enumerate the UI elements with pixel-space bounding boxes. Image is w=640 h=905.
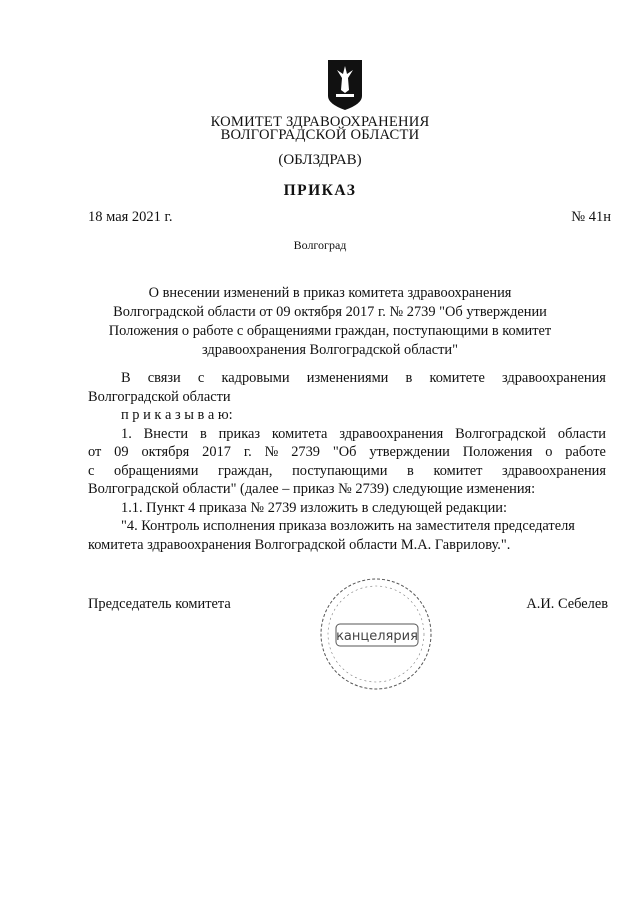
word: 2739 [291,444,320,460]
word: комитете [429,370,485,386]
word: в [407,463,414,479]
word: "Об [332,444,357,460]
word: 09 [114,444,129,460]
word: здравоохранения [339,426,444,442]
word: Положения [462,444,533,460]
stamp-text: канцелярия [336,629,418,644]
word: в [405,370,413,386]
word: работе [565,444,606,460]
word: от [88,444,102,460]
word: № [264,444,279,460]
intro-line-2: Волгоградской области [88,389,231,405]
document-subject [100,284,560,360]
word: В [121,370,131,386]
document-date: 18 мая 2021 г. [88,209,173,225]
org-name-line1: КОМИТЕТ ЗДРАВООХРАНЕНИЯ [210,114,430,130]
signatory-name: А.И. Себелев [526,596,608,612]
quote-line-2: комитета здравоохранения Волгоградской области М.А. Гаврилову.". [88,537,511,553]
word: утверждении [369,444,450,460]
word: связи [147,370,181,386]
intro-line-1 [121,370,606,387]
subject-line: О внесении изменений в приказ комитета здравоохранения [148,285,512,301]
org-name-line2: ВОЛГОГРАДСКОЙ ОБЛАСТИ [220,127,420,143]
word: г. [243,444,252,460]
subject-line: здравоохранения Волгоградской области" [202,342,458,358]
word: Волгоградской [455,426,547,442]
subject-line: Положения о работе с обращениями граждан, поступающими в комитет [108,323,552,339]
item1-line-4: Волгоградской области" (далее – приказ № 2739) следующие изменения: [88,481,536,497]
word: изменениями [306,370,389,386]
word: 1. [121,426,132,442]
org-short-name: (ОБЛЗДРАВ) [278,152,362,168]
word: поступающими [292,463,388,479]
word: Внести [143,426,189,442]
document-number: № 41н [571,209,611,225]
word: граждан, [218,463,273,479]
office-stamp [314,572,444,692]
word: комитет [433,463,483,479]
document-city: Волгоград [293,238,347,252]
word: приказ [218,426,261,442]
word: с [197,370,205,386]
signatory-position: Председатель комитета [88,596,231,612]
word: с [88,463,95,479]
word: октября [141,444,190,460]
item1-1-text: 1.1. Пункт 4 приказа № 2739 изложить в следующей редакции: [121,500,507,516]
item1-line-2 [88,444,606,461]
word: в [199,426,207,442]
word: здравоохранения [501,370,606,386]
order-word: п р и к а з ы в а ю: [121,407,233,423]
subject-line: Волгоградской области от 09 октября 2017 г. № 2739 "Об утверждении [113,304,547,320]
word: 2017 [202,444,231,460]
word: области [557,426,606,442]
document-title: ПРИКАЗ [283,182,357,199]
word: обращениями [114,463,199,479]
word: кадровыми [221,370,290,386]
quote-line-1: "4. Контроль исполнения приказа возложить на заместителя председателя [121,518,575,534]
item1-line-1 [121,426,606,443]
word: комитета [271,426,328,442]
volgograd-emblem-icon [328,60,362,110]
word: о [545,444,553,460]
item1-line-3 [88,463,606,480]
word: здравоохранения [502,463,606,479]
